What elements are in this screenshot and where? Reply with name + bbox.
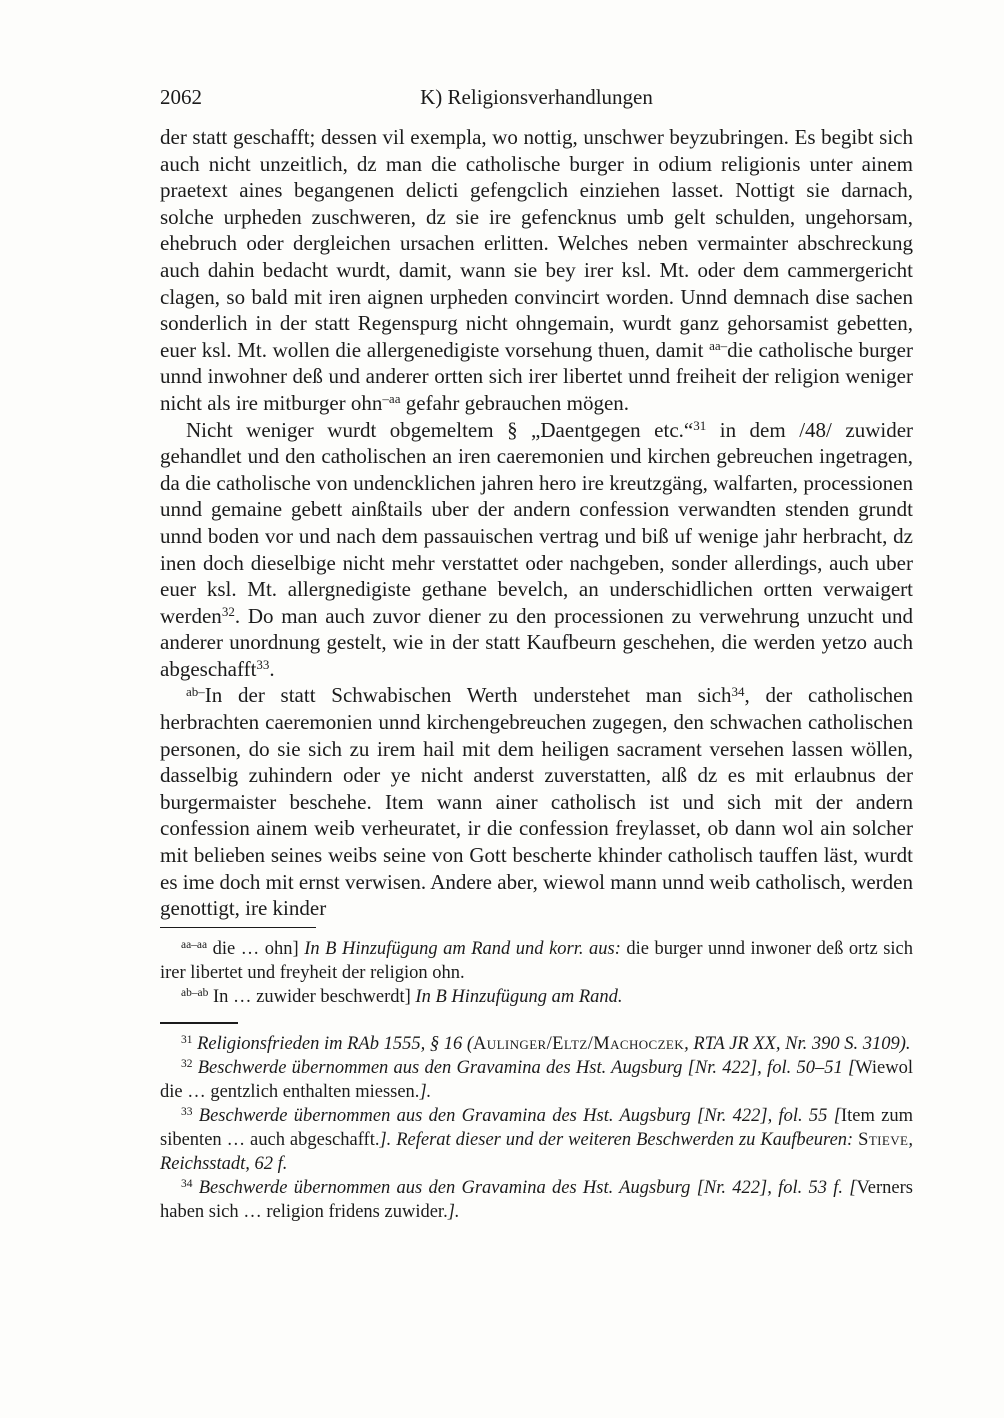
text-run: Wiewol die … gentzlich enthalten miessen. [160, 1058, 913, 1102]
text-run: , RTA JR XX, Nr. 390 S. 3109). [684, 1034, 911, 1054]
text-run: Stieve [858, 1130, 909, 1150]
text-run: , Reichsstadt, 62 f. [160, 1130, 913, 1174]
superscript-marker: aa– [709, 337, 728, 353]
footnotes [160, 1032, 913, 1224]
body-paragraph [160, 124, 913, 417]
running-title: K) Religionsverhandlungen [420, 85, 653, 109]
text-run: die … ohn] [207, 939, 305, 960]
text-run: in dem /48/ zuwider gehandlet und den catholischen an iren caeremonien und kirchen gebreuchen ingetragen, da die catholische von undencklichen jahren hero ire kreutzgäng, walfarten, processionen unnd gemaine gebett ainßtails uber der andern confession verwandten stenden grundt unnd boden vor und nach dem passauischen vertrag und biß uf wenige jahr herbracht, dz inen doch dieselbige nicht mehr verstattet oder nachgeben, sonder allerdings, auch uber euer ksl. Mt. allergnedigiste gethane bevelch, an underschidlichen ortten verwaigert werden [160, 417, 914, 628]
text-run: In B Hinzufügung am Rand. [415, 987, 623, 1008]
footnote [160, 1104, 913, 1176]
text-run: ]. [419, 1082, 432, 1102]
text-run: Item zum sibenten … auch abgeschafft. [160, 1106, 913, 1150]
text-run: der statt geschafft; dessen vil exempla, wo nottig, unschwer beyzubringen. Es begibt sich auch nicht unzeitlich, dz man die catholische burger in odium religionis unter ainem praetext aines begangenen delicti gefengclich einziehen lasset. Nottigt sie darnach, solche urpheden zuschweren, dz sie ire gefencknus umb gelt schulden, ungehorsam, ehebruch oder dergleichen ursachen erlitten. Welches neben vermainter abschreckung auch dahin bedacht wurdt, damit, wann sie bey irer ksl. Mt. oder dem cammergericht clagen, so bald mit iren aignen urpheden convincirt worden. Unnd demnach dise sachen sonderlich in der statt Regenspurg nicht ohngemain, wurdt ganz gehorsamist gebetten, euer ksl. Mt. wollen die allergenedigiste vorsehung thuen, damit [160, 125, 913, 362]
text-run: , der catholischen herbrachten caeremonien unnd kirchengebreuchen zugegen, den schwachen catholischen personen, do sie sich zu irem hail mit dem heiligen sacrament versehen lassen wöllen, dasselbig zuhindern oder ye nicht anderst zuverstatten, alß dz es mit erlaubnus der burgermaister beschehe. Item wann ainer catholisch ist und sich mit der andern confession ainem weib verheuratet, ir die confession freylasset, ob dann wol ain solcher mit belieben seines weibs seine von Gott bescherte khinder catholisch tauffen läst, wurdt es ime doch mit ernst verwisen. Andere aber, wiewol mann unnd weib catholisch, werden genottigt, ire kinder [160, 683, 913, 921]
superscript-marker: –aa [382, 391, 401, 407]
text-run: gefahr gebrauchen mögen. [400, 390, 630, 415]
footnote [160, 1056, 913, 1104]
superscript-marker: 34 [731, 683, 745, 699]
body-paragraph [160, 682, 913, 921]
page-number: 2062 [160, 85, 202, 109]
footnote [160, 1032, 913, 1056]
page-header [160, 84, 913, 110]
footnote-separator-rule [160, 1022, 238, 1024]
superscript-marker: 32 [181, 1058, 193, 1071]
superscript-marker: 33 [256, 657, 270, 673]
apparatus-separator-rule [160, 927, 316, 929]
text-run: Aulinger/Eltz/Machoczek [473, 1034, 685, 1054]
apparatus-note [160, 937, 913, 985]
apparatus-note [160, 985, 913, 1009]
superscript-marker: 31 [693, 417, 707, 433]
text-run: Nicht weniger wurdt obgemeltem § „Daentgegen etc.“ [186, 417, 694, 442]
body-text [160, 124, 913, 922]
text-run: Beschwerde übernommen aus den Gravamina des Hst. Augsburg [Nr. 422], fol. 53 f. [ [198, 1178, 857, 1198]
superscript-marker: ab– [186, 683, 205, 699]
superscript-marker: 33 [181, 1106, 193, 1119]
superscript-marker: 31 [181, 1034, 193, 1047]
text-run: ]. Referat dieser und der weiteren Beschwerden zu Kaufbeuren: [379, 1130, 859, 1150]
apparatus-notes [160, 937, 913, 1009]
text-run: . Do man auch zuvor diener zu den processionen zu verwehrung unzucht und anderer unordnung gestelt, wie in der statt Kaufbeurn geschehen, die werden yetzo auch abgeschafft [160, 603, 913, 681]
text-run: Religionsfrieden im RAb 1555, § 16 ( [197, 1034, 474, 1054]
superscript-marker: 34 [181, 1178, 193, 1191]
text-run: . [269, 656, 275, 681]
text-run: die catholische burger unnd inwohner deß und anderer ortten sich irer libertet unnd freiheit der religion weniger nicht als ire mitburger ohn [160, 337, 913, 415]
text-run: In B Hinzufügung am Rand und korr. aus: [304, 939, 621, 960]
text-run: Beschwerde übernommen aus den Gravamina des Hst. Augsburg [Nr. 422], fol. 55 [ [198, 1106, 841, 1126]
text-run: In der statt Schwabischen Werth understehet man sich [204, 683, 732, 708]
text-run: Beschwerde übernommen aus den Gravamina des Hst. Augsburg [Nr. 422], fol. 50–51 [ [197, 1058, 856, 1078]
superscript-marker: ab–ab [181, 987, 209, 1000]
text-run: die burger unnd inwoner deß ortz sich irer libertet und freyheit der religion ohn. [160, 939, 913, 984]
footnote [160, 1176, 913, 1224]
text-run: ]. [447, 1202, 460, 1222]
body-paragraph [160, 417, 913, 683]
superscript-marker: 32 [221, 603, 235, 619]
text-run: In … zuwider beschwerdt] [208, 987, 416, 1008]
text-run: Verners haben sich … religion fridens zuwider. [160, 1178, 914, 1222]
superscript-marker: aa–aa [181, 939, 208, 952]
